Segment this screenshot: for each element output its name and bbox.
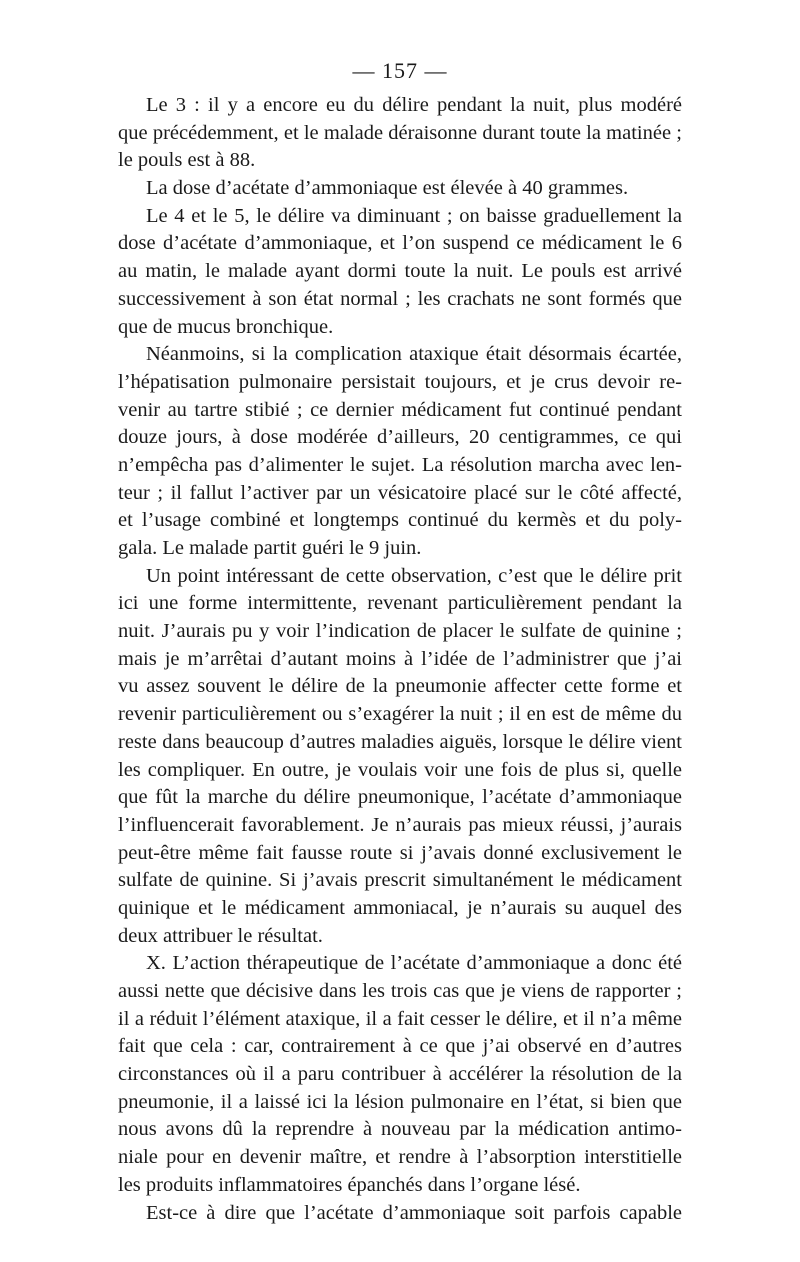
text-line: il a réduit l’élément ataxique, il a fait cesser le délire, et il n’a même (118, 1007, 682, 1030)
text-line: revenir particulièrement ou s’exagérer la nuit ; il en est de même du (118, 703, 682, 726)
text-line: dose d’acétate d’ammoniaque, et l’on suspend ce médicament le 6 (118, 232, 682, 255)
text-line: n’empêcha pas d’alimenter le sujet. La résolution marcha avec len- (118, 453, 682, 476)
body-text (118, 92, 682, 1227)
text-line: Néanmoins, si la complication ataxique était désormais écartée, (146, 343, 682, 366)
text-line: les compliquer. En outre, je voulais voir une fois de plus si, quelle (118, 758, 682, 781)
text-line: l’hépatisation pulmonaire persistait toujours, et je crus devoir re- (118, 370, 682, 393)
text-line: les produits inflammatoires épanchés dans l’organe lésé. (118, 1173, 581, 1196)
text-line: vu assez souvent le délire de la pneumonie affecter cette forme et (118, 675, 682, 698)
text-line: au matin, le malade ayant dormi toute la nuit. Le pouls est arrivé (118, 260, 682, 283)
text-line: aussi nette que décisive dans les trois cas que je viens de rapporter ; (118, 980, 682, 1002)
text-line: nuit. J’aurais pu y voir l’indication de placer le sulfate de quinine ; (118, 620, 682, 643)
text-line: Le 4 et le 5, le délire va diminuant ; on baisse graduellement la (146, 204, 682, 227)
text-line: deux attribuer le résultat. (118, 924, 323, 947)
text-line: que de mucus bronchique. (118, 315, 334, 338)
text-line: ici une forme intermittente, revenant particulièrement pendant la (118, 592, 682, 615)
text-line: nous avons dû la reprendre à nouveau par la médication antimo- (118, 1118, 682, 1141)
text-line: fait que cela : car, contrairement à ce que j’ai observé en d’autres (118, 1035, 682, 1058)
text-line: circonstances où il a paru contribuer à accélérer la résolution de la (118, 1063, 682, 1086)
text-line: et l’usage combiné et longtemps continué du kermès et du poly- (118, 509, 682, 532)
text-line: La dose d’acétate d’ammoniaque est élevée à 40 grammes. (146, 177, 629, 200)
page-number: — 157 — (352, 58, 448, 83)
text-line: Un point intéressant de cette observation, c’est que le délire prit (146, 564, 682, 587)
text-line: venir au tartre stibié ; ce dernier médicament fut continué pendant (118, 398, 682, 421)
text-line: Le 3 : il y a encore eu du délire pendant la nuit, plus modéré (146, 94, 682, 116)
text-line: X. L’action thérapeutique de l’acétate d’ammoniaque a donc été (146, 952, 682, 975)
text-line: que fût la marche du délire pneumonique, l’acétate d’ammoniaque (118, 786, 682, 809)
text-line: le pouls est à 88. (118, 149, 256, 172)
text-line: sulfate de quinine. Si j’avais prescrit simultanément le médicament (118, 869, 682, 892)
text-line: niale pour en devenir maître, et rendre à l’absorption interstitielle (118, 1146, 682, 1169)
text-line: successivement à son état normal ; les crachats ne sont formés que (118, 287, 682, 310)
text-line: pneumonie, il a laissé ici la lésion pulmonaire en l’état, si bien que (118, 1090, 682, 1113)
text-line: quinique et le médicament ammoniacal, je n’aurais su auquel des (118, 896, 682, 919)
text-line: peut-être même fait fausse route si j’avais donné exclusivement le (118, 841, 682, 864)
text-line: l’influencerait favorablement. Je n’aurais pas mieux réussi, j’aurais (118, 813, 682, 836)
text-line: douze jours, à dose modérée d’ailleurs, 20 centigrammes, ce qui (118, 426, 682, 449)
text-line: gala. Le malade partit guéri le 9 juin. (118, 537, 422, 559)
text-line: teur ; il fallut l’activer par un vésicatoire placé sur le côté affecté, (118, 481, 682, 504)
text-line: mais je m’arrêtai d’autant moins à l’idée de l’administrer que j’ai (118, 647, 682, 670)
text-line: Est-ce à dire que l’acétate d’ammoniaque soit parfois capable (146, 1201, 682, 1224)
text-line: reste dans beaucoup d’autres maladies aiguës, lorsque le délire vient (118, 730, 682, 753)
text-line: que précédemment, et le malade déraisonne durant toute la matinée ; (118, 121, 682, 144)
